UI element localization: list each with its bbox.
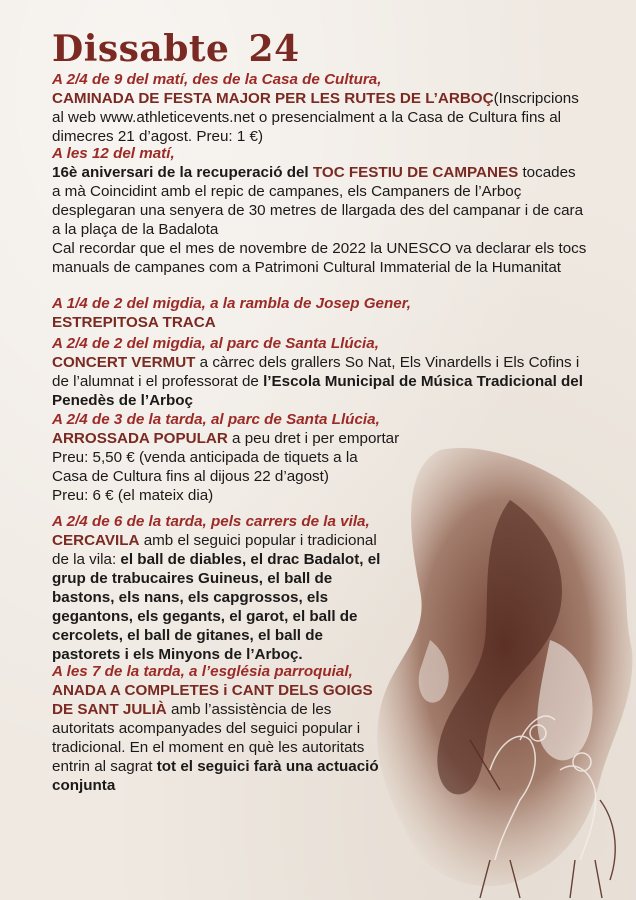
event-details: tocades a mà Coincidint amb el repic de campanes, els Campaners de l’Arboç desplegaran una senyera de 30 metres de llargada des del campanar i de cara a la plaça de la Badalota <box>52 164 584 238</box>
event-price-advance: Preu: 5,50 € (venda anticipada de tiquets a la Casa de Cultura fins al dijous 22 d’agost) <box>52 449 358 485</box>
event-caminada <box>52 70 587 146</box>
page-title <box>52 28 300 70</box>
event-activity: ANADA A COMPLETES i CANT DELS GOIGS DE SANT JULIÀ <box>52 682 373 718</box>
event-activity: CONCERT VERMUT <box>52 354 196 371</box>
event-time: A les 12 del matí, <box>52 145 175 162</box>
event-activity: CERCAVILA <box>52 532 140 549</box>
event-concert-vermut <box>52 334 587 410</box>
event-price-day: Preu: 6 € (el mateix dia) <box>52 487 214 504</box>
event-lead: 16è aniversari de la recuperació del <box>52 164 309 181</box>
event-school: l’Escola Municipal de Música Tradicional del Penedès de l’Arboç <box>52 373 583 409</box>
event-activity: TOC FESTIU DE CAMPANES <box>312 164 519 181</box>
event-details: amb el seguici popular i tradicional de la vila: <box>52 532 377 568</box>
event-details: amb l’assistència de les autoritats acompanyades del seguici popular i tradicional. En el moment en què les autoritats entrin al sagrat <box>52 701 365 775</box>
event-toc-campanes <box>52 144 587 277</box>
title-day: Dissabte <box>52 28 230 70</box>
event-note: Cal recordar que el mes de novembre de 2022 la UNESCO va declarar els tocs manuals de campanes com a Patrimoni Cultural Immaterial de la Humanitat <box>52 240 587 276</box>
title-date: 24 <box>248 28 300 70</box>
event-activity: CAMINADA DE FESTA MAJOR PER LES RUTES DE L’ARBOÇ <box>52 90 494 107</box>
event-time: A 2/4 de 6 de la tarda, pels carrers de la vila, <box>52 513 370 530</box>
event-details: a càrrec dels grallers So Nat, Els Vinardells i Els Cofins i de l’alumnat i el professorat de <box>52 354 580 390</box>
event-activity: ARROSSADA POPULAR <box>52 430 228 447</box>
event-details: a peu dret i per emportar <box>232 430 400 447</box>
event-closing: tot el seguici farà una actuació conjunta <box>52 758 379 794</box>
event-time: A 2/4 de 9 del matí, des de la Casa de Cultura, <box>52 71 382 88</box>
event-details: (Inscripcions al web www.athleticevents.net o presencialment a la Casa de Cultura fins al dimecres 21 d’agost. Preu: 1 €) <box>52 90 579 145</box>
event-traca <box>52 294 587 332</box>
event-seguici: el ball de diables, el drac Badalot, el grup de trabucaires Guineus, el ball de bastons, els nans, els capgrossos, els gegantons, els gegants, el garot, el ball de cercolets, el ball de gitanes, el ball de pastorets i els Minyons de l’Arboç. <box>52 551 381 663</box>
event-arrossada <box>52 410 587 505</box>
event-time: A 2/4 de 3 de la tarda, al parc de Santa Llúcia, <box>52 411 380 428</box>
event-time: A les 7 de la tarda, a l’església parroquial, <box>52 663 353 680</box>
event-time: A 1/4 de 2 del migdia, a la rambla de Josep Gener, <box>52 295 412 312</box>
event-completes <box>52 662 382 795</box>
ink-stain-illustration <box>370 440 636 900</box>
event-activity: ESTREPITOSA TRACA <box>52 314 216 331</box>
event-cercavila <box>52 512 392 664</box>
event-time: A 2/4 de 2 del migdia, al parc de Santa Llúcia, <box>52 335 379 352</box>
